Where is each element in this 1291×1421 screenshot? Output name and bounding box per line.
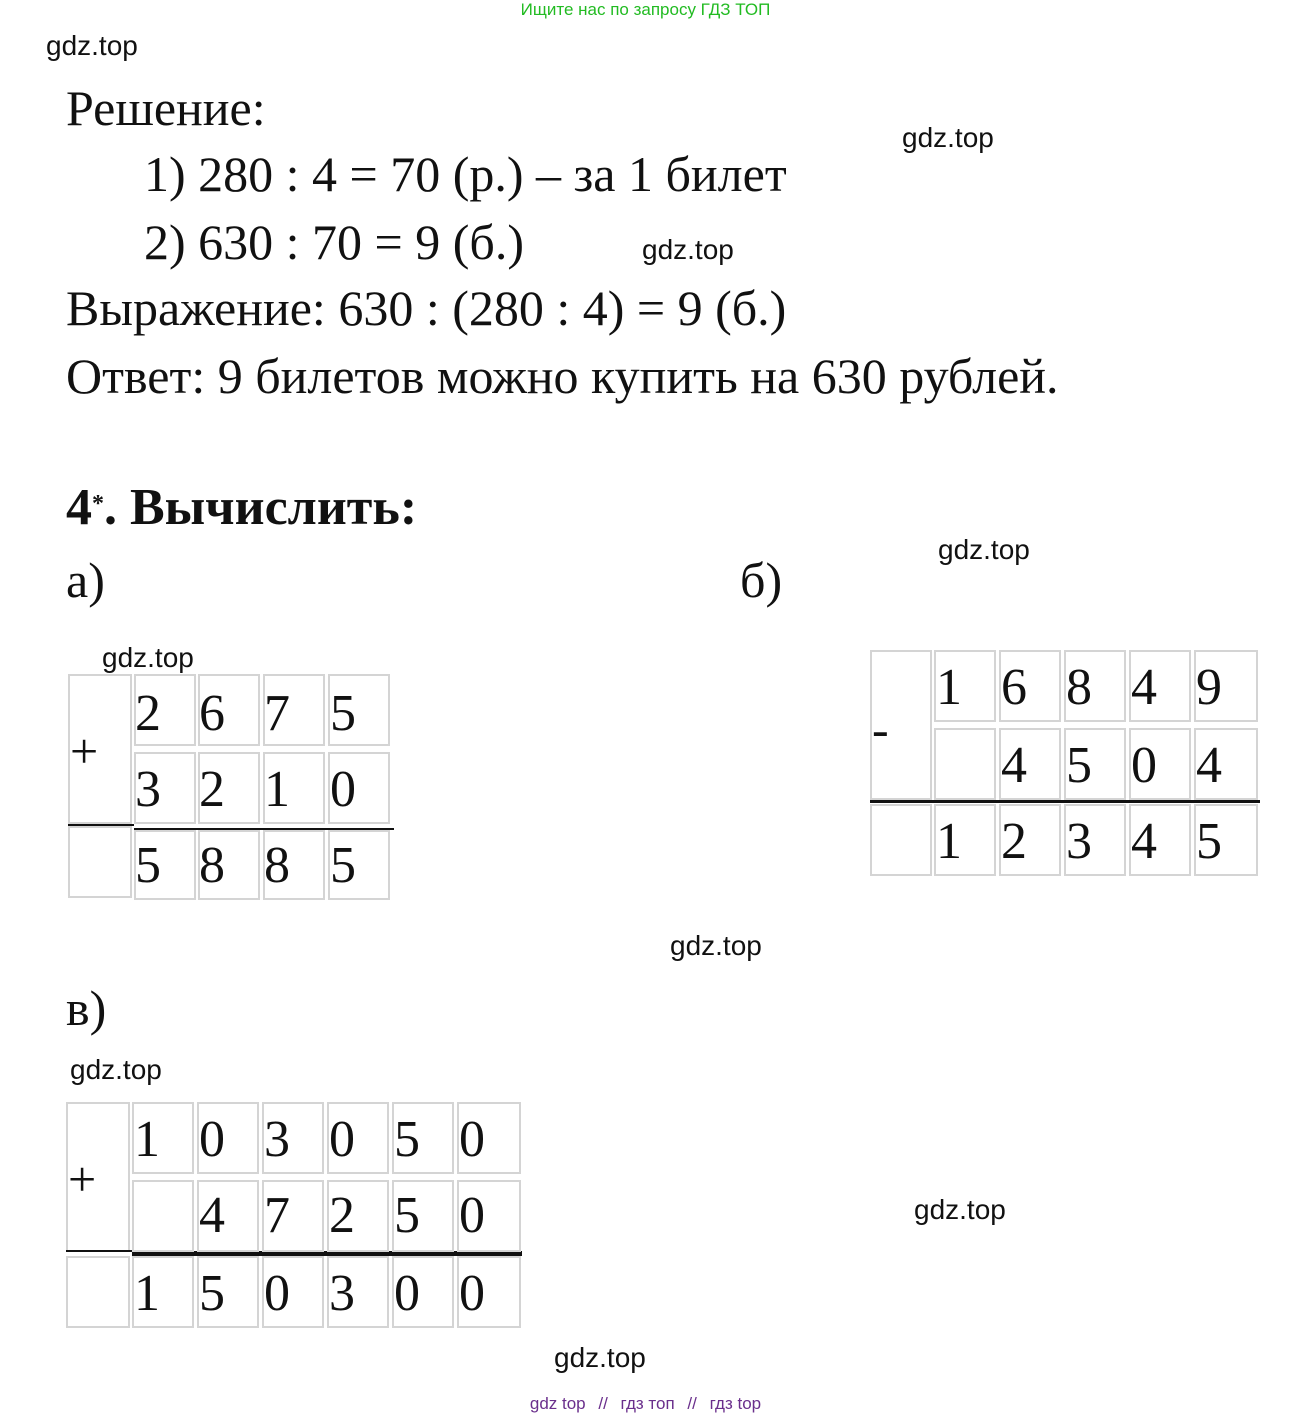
watermark: gdz.top [914,1194,1006,1225]
subtraction-grid-b [870,650,1262,876]
digit: 0 [459,1187,485,1244]
digit: 5 [199,1265,225,1322]
watermark: gdz.top [46,30,138,61]
digit: 5 [1196,813,1222,870]
digit: 0 [459,1265,485,1322]
watermark: gdz.top [902,122,994,153]
footer-link[interactable]: gdz top [529,1394,586,1413]
digit: 0 [459,1111,485,1168]
digit: 5 [394,1111,420,1168]
part-b-label: б) [740,552,783,608]
footer-links [0,1394,1291,1414]
digit: 4 [1131,813,1157,870]
digit: 2 [135,685,161,742]
watermark: gdz.top [670,930,762,961]
digit: 6 [199,685,225,742]
watermark: gdz.top [554,1342,646,1373]
digit: 6 [1001,659,1027,716]
footer-separator: // [687,1394,697,1413]
solution-step-1: 1) 280 : 4 = 70 (р.) – за 1 билет [144,146,787,202]
digit: 3 [329,1265,355,1322]
task-star: * [92,491,104,517]
task-number: 4 [66,479,92,536]
digit: 2 [1001,813,1027,870]
watermark: gdz.top [938,534,1030,565]
digit: 4 [199,1187,225,1244]
digit: 1 [134,1111,160,1168]
digit: 0 [394,1265,420,1322]
solution-step-2: 2) 630 : 70 = 9 (б.) [144,214,524,270]
digit: 9 [1196,659,1222,716]
digit: 0 [330,761,356,818]
part-c-label: в) [66,980,107,1036]
solution-answer: Ответ: 9 билетов можно купить на 630 рублей. [66,348,1059,404]
digit: 8 [199,837,225,894]
footer-separator: // [598,1394,608,1413]
watermark: gdz.top [642,234,734,265]
addition-grid-a [68,674,396,900]
digit: 8 [264,837,290,894]
digit: 0 [1131,737,1157,794]
digit: 5 [1066,737,1092,794]
digit: 2 [199,761,225,818]
task-title: . Вычислить: [104,479,418,536]
digit: 5 [330,837,356,894]
footer-link[interactable]: гдз top [709,1394,762,1413]
digit: 4 [1196,737,1222,794]
solution-heading: Решение: [66,80,266,136]
digit: 3 [135,761,161,818]
digit: 3 [1066,813,1092,870]
digit: 1 [264,761,290,818]
digit: 0 [264,1265,290,1322]
task-heading [66,478,417,538]
search-banner: Ищите нас по запросу ГДЗ ТОП [520,0,771,19]
digit: 1 [936,659,962,716]
digit: 7 [264,685,290,742]
footer-link[interactable]: гдз топ [620,1394,675,1413]
digit: 5 [135,837,161,894]
digit: 3 [264,1111,290,1168]
digit: 2 [329,1187,355,1244]
digit: 8 [1066,659,1092,716]
digit: 0 [199,1111,225,1168]
digit: 5 [330,685,356,742]
digit: 5 [394,1187,420,1244]
digit: 4 [1131,659,1157,716]
digit: 1 [134,1265,160,1322]
part-a-label: а) [66,552,105,608]
digit: 7 [264,1187,290,1244]
plus-sign: + [70,723,99,779]
minus-sign: - [872,701,889,757]
plus-sign: + [68,1151,97,1207]
digit: 1 [936,813,962,870]
watermark: gdz.top [70,1054,162,1085]
digit: 4 [1001,737,1027,794]
addition-grid-c [66,1102,524,1328]
watermark: gdz.top [102,642,194,673]
solution-expression: Выражение: 630 : (280 : 4) = 9 (б.) [66,280,787,336]
digit: 0 [329,1111,355,1168]
